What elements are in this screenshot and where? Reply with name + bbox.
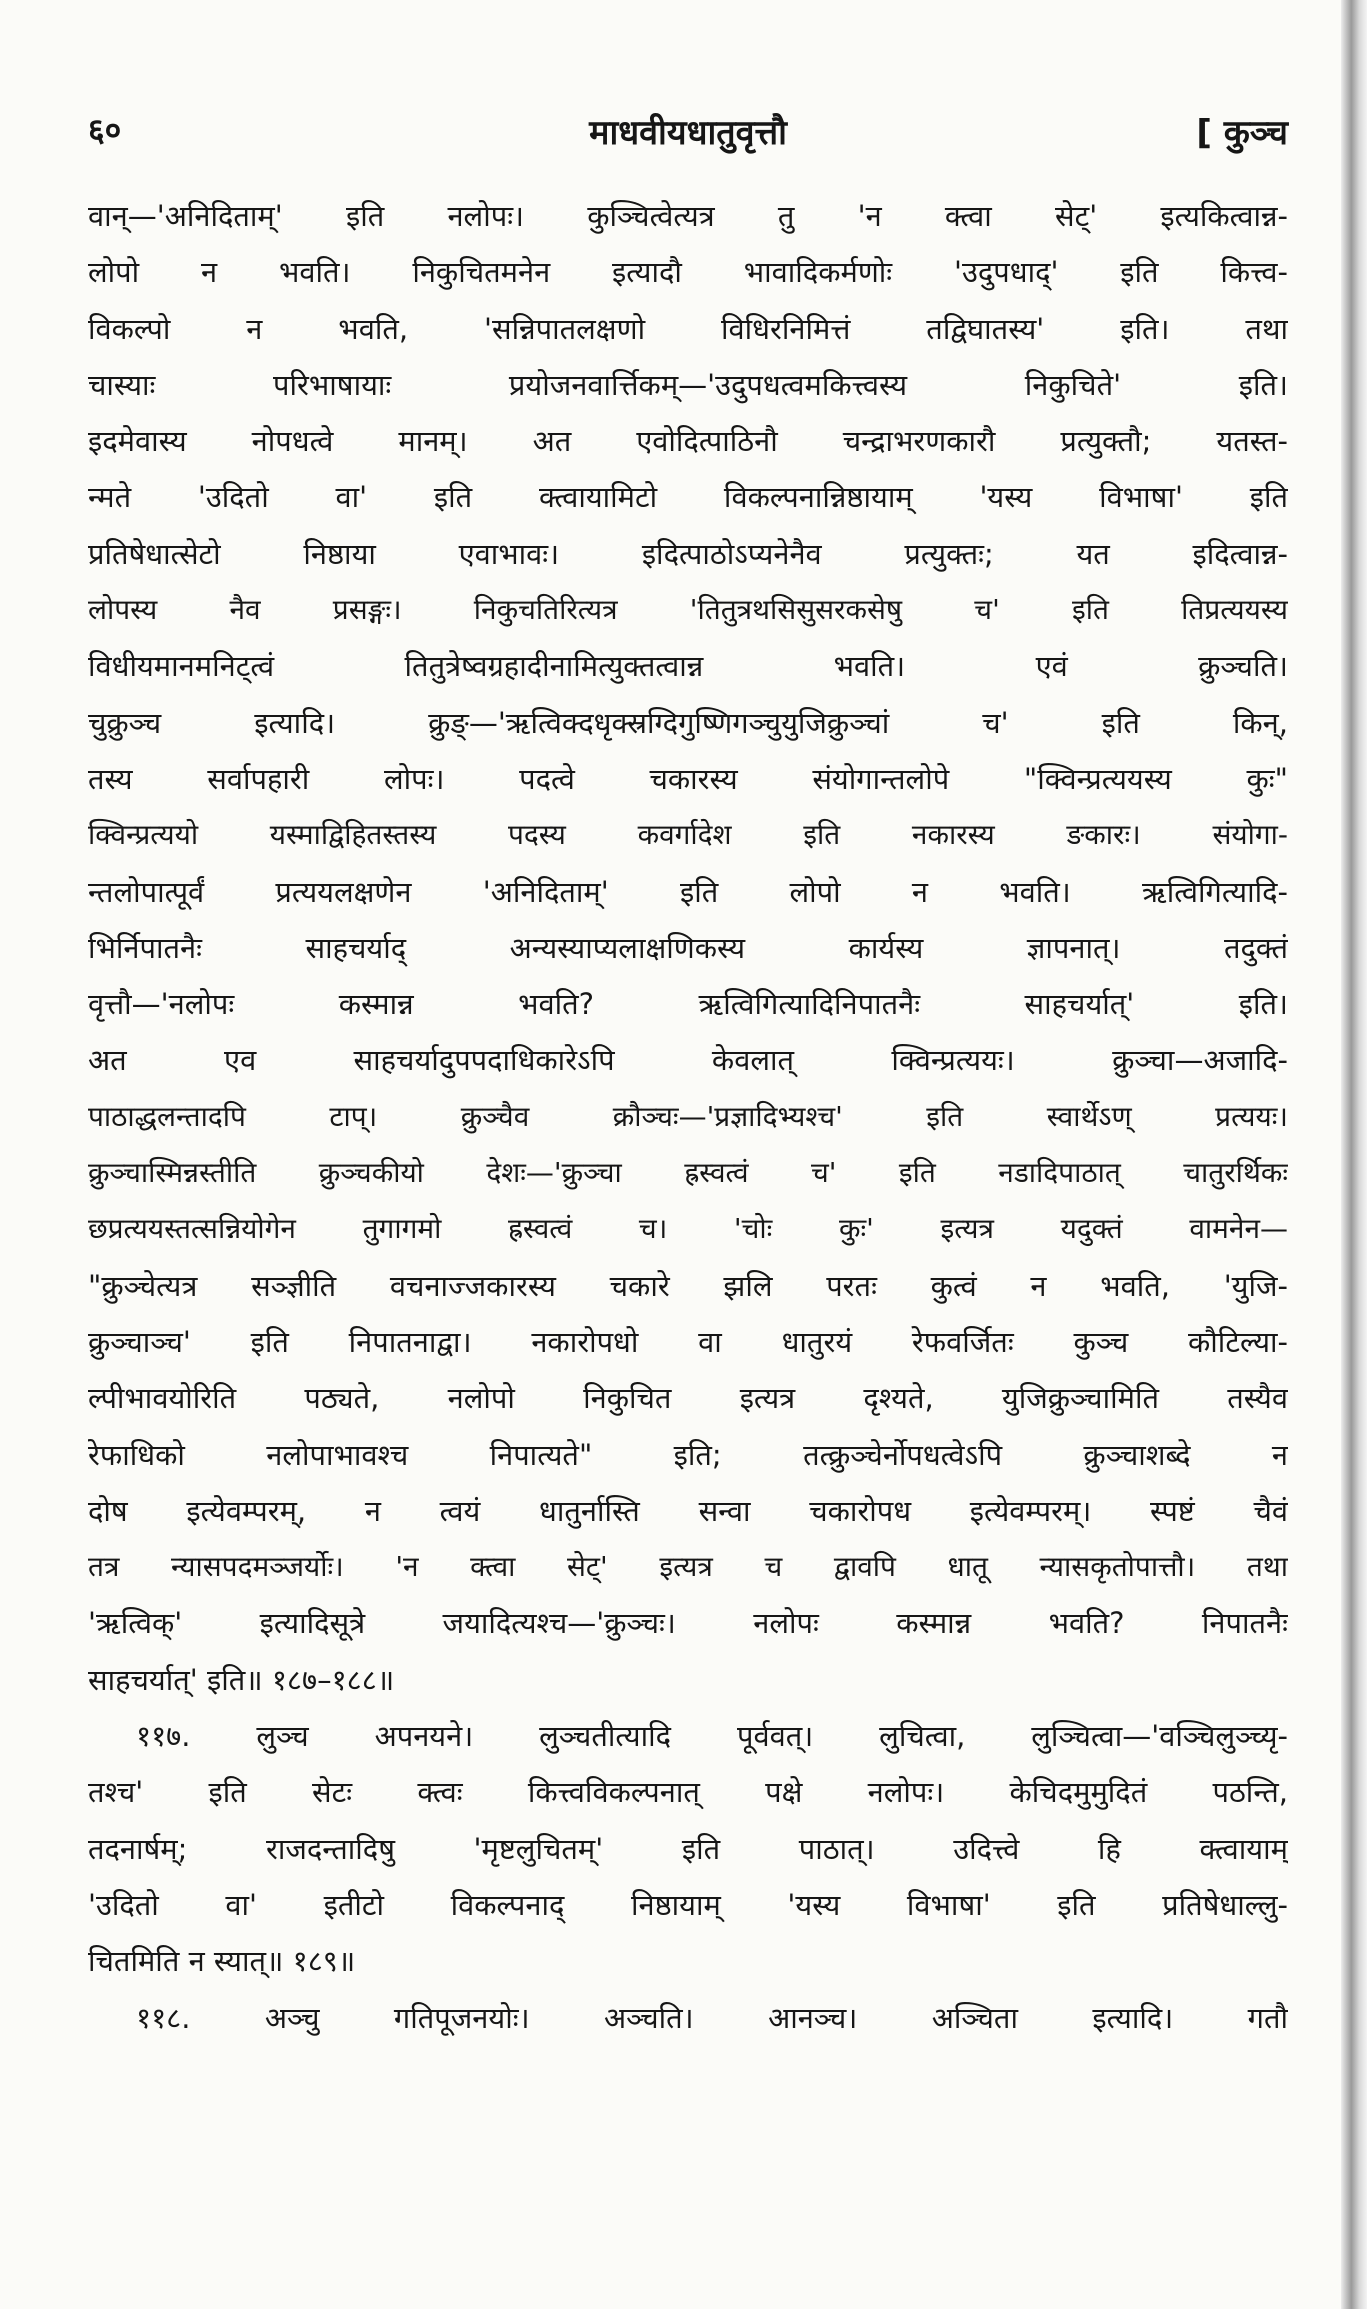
text-line: चास्याः परिभाषायाः प्रयोजनवार्त्तिकम्—'उदुपधत्वमकित्त्वस्य निकुचिते' इति।: [88, 367, 1288, 402]
text-line: तत्र न्यासपदमञ्जर्योः। 'न क्त्वा सेट्' इत्यत्र च द्वावपि धातू न्यासकृतोपात्तौ। तथा: [88, 1550, 1288, 1584]
text-line: न्मते 'उदितो वा' इति क्त्वायामिटो विकल्पनान्निष्ठायाम् 'यस्य विभाषा' इति: [88, 480, 1288, 515]
text-line: लोपो न भवति। निकुचितमनेन इत्यादौ भावादिकर्मणोः 'उदुपधाद्' इति कित्त्व-: [88, 255, 1288, 290]
text-line: तस्य सर्वापहारी लोपः। पदत्वे चकारस्य संयोगान्तलोपे "क्विन्प्रत्ययस्य कुः": [88, 761, 1288, 796]
text-line: विधीयमानमनिट्त्वं तितुत्रेष्वग्रहादीनामित्युक्तत्वान्न भवति। एवं क्रुञ्चति।: [88, 649, 1288, 684]
text-line: विकल्पो न भवति, 'सन्निपातलक्षणो विधिरनिमित्तं तद्विघातस्य' इति। तथा: [88, 311, 1288, 346]
text-line: भिर्निपातनैः साहचर्याद् अन्यस्याप्यलाक्षणिकस्य कार्यस्य ज्ञापनात्। तदुक्तं: [88, 930, 1288, 965]
text-line: चितमिति न स्यात्॥ १८९॥: [88, 1944, 356, 1979]
entry-line: ११८. अञ्चु गतिपूजनयोः। अञ्चति। आनञ्च। अञ्चिता इत्यादि। गतौ: [136, 2000, 1288, 2035]
text-line: वृत्तौ—'नलोपः कस्मान्न भवति? ऋत्विगित्यादिनिपातनैः साहचर्यात्' इति।: [88, 987, 1288, 1022]
page-number: ६०: [88, 111, 122, 149]
text-line: चुक्रुञ्च इत्यादि। क्रुङ्—'ऋत्विक्दधृक्स्रग्दिगुष्णिगञ्चुयुजिक्रुञ्चां च' इति किन्,: [88, 705, 1288, 740]
text-line: तश्च' इति सेटः क्त्वः कित्त्वविकल्पनात् पक्षे नलोपः। केचिदमुमुदितं पठन्ति,: [88, 1775, 1288, 1810]
text-line: लोपस्य नैव प्रसङ्गः। निकुचतिरित्यत्र 'तितुत्रथसिसुसरकसेषु च' इति तिप्रत्ययस्य: [88, 593, 1288, 627]
page-gutter-edge: [1341, 0, 1367, 2309]
text-line: इदमेवास्य नोपधत्वे मानम्। अत एवोदित्पाठिनौ चन्द्राभरणकारौ प्रत्युक्तौ; यतस्त-: [88, 424, 1288, 459]
text-line: क्रुञ्चाञ्च' इति निपातनाद्वा। नकारोपधो वा धातुरयं रेफवर्जितः कुञ्च कौटिल्या-: [88, 1324, 1288, 1359]
text-line: 'उदितो वा' इतीटो विकल्पनाद् निष्ठायाम् 'यस्य विभाषा' इति प्रतिषेधाल्लु-: [88, 1887, 1288, 1922]
text-line: पाठाद्धलन्तादपि टाप्। क्रुञ्चैव क्रौञ्चः—'प्रज्ञादिभ्यश्च' इति स्वार्थेऽण् प्रत्ययः।: [88, 1099, 1288, 1133]
text-line: 'ऋत्विक्' इत्यादिसूत्रे जयादित्यश्च—'क्रुञ्चः। नलोपः कस्मान्न भवति? निपातनैः: [88, 1606, 1288, 1641]
text-line: दोष इत्येवम्परम्, न त्वयं धातुर्नास्ति सन्वा चकारोपध इत्येवम्परम्। स्पष्टं चैवं: [88, 1493, 1288, 1528]
text-line: साहचर्यात्' इति॥ १८७–१८८॥: [88, 1662, 395, 1697]
text-line: छप्रत्ययस्तत्सन्नियोगेन तुगागमो ह्रस्वत्वं च। 'चोः कुः' इत्यत्र यदुक्तं वामनेन—: [88, 1212, 1288, 1246]
text-line: न्तलोपात्पूर्वं प्रत्ययलक्षणेन 'अनिदिताम्' इति लोपो न भवति। ऋत्विगित्यादि-: [88, 874, 1288, 909]
text-line: प्रतिषेधात्सेटो निष्ठाया एवाभावः। इदित्पाठोऽप्यनेनैव प्रत्युक्तः; यत इदित्वान्न-: [88, 536, 1288, 571]
text-line: रेफाधिको नलोपाभावश्च निपात्यते" इति; तत्क्रुञ्चेर्नोपधत्वेऽपि क्रुञ्चाशब्दे न: [88, 1437, 1288, 1472]
body-text: [88, 188, 1288, 2046]
text-line: ल्पीभावयोरिति पठ्यते, नलोपो निकुचित इत्यत्र दृश्यते, युजिक्रुञ्चामिति तस्यैव: [88, 1381, 1288, 1416]
section-marker: [ कुञ्च: [1196, 113, 1288, 153]
running-title: माधवीयधातुवृत्तौ: [589, 113, 787, 153]
entry-line: ११७. लुञ्च अपनयने। लुञ्चतीत्यादि पूर्ववत्। लुचित्वा, लुञ्चित्वा—'वञ्चिलुञ्च्यृ-: [136, 1719, 1288, 1754]
text-line: "क्रुञ्चेत्यत्र सञ्ज्ञीति वचनाज्जकारस्य चकारे झलि परतः कुत्वं न भवति, 'युजि-: [88, 1268, 1288, 1303]
text-line: अत एव साहचर्यादुपपदाधिकारेऽपि केवलात् क्विन्प्रत्ययः। क्रुञ्चा—अजादि-: [88, 1043, 1288, 1078]
text-line: क्विन्प्रत्ययो यस्माद्विहितस्तस्य पदस्य कवर्गादेश इति नकारस्य ङकारः। संयोगा-: [88, 818, 1288, 852]
text-line: वान्—'अनिदिताम्' इति नलोपः। कुञ्चित्वेत्यत्र तु 'न क्त्वा सेट्' इत्यकित्वान्न-: [88, 199, 1288, 233]
text-line: क्रुञ्चास्मिन्नस्तीति क्रुञ्चकीयो देशः—'क्रुञ्चा ह्रस्वत्वं च' इति नडादिपाठात् चातुरर्थिकः: [88, 1156, 1288, 1190]
text-line: तदनार्षम्; राजदन्तादिषु 'मृष्टलुचितम्' इति पाठात्। उदित्त्वे हि क्त्वायाम्: [88, 1831, 1288, 1866]
page-header: [88, 108, 1288, 164]
